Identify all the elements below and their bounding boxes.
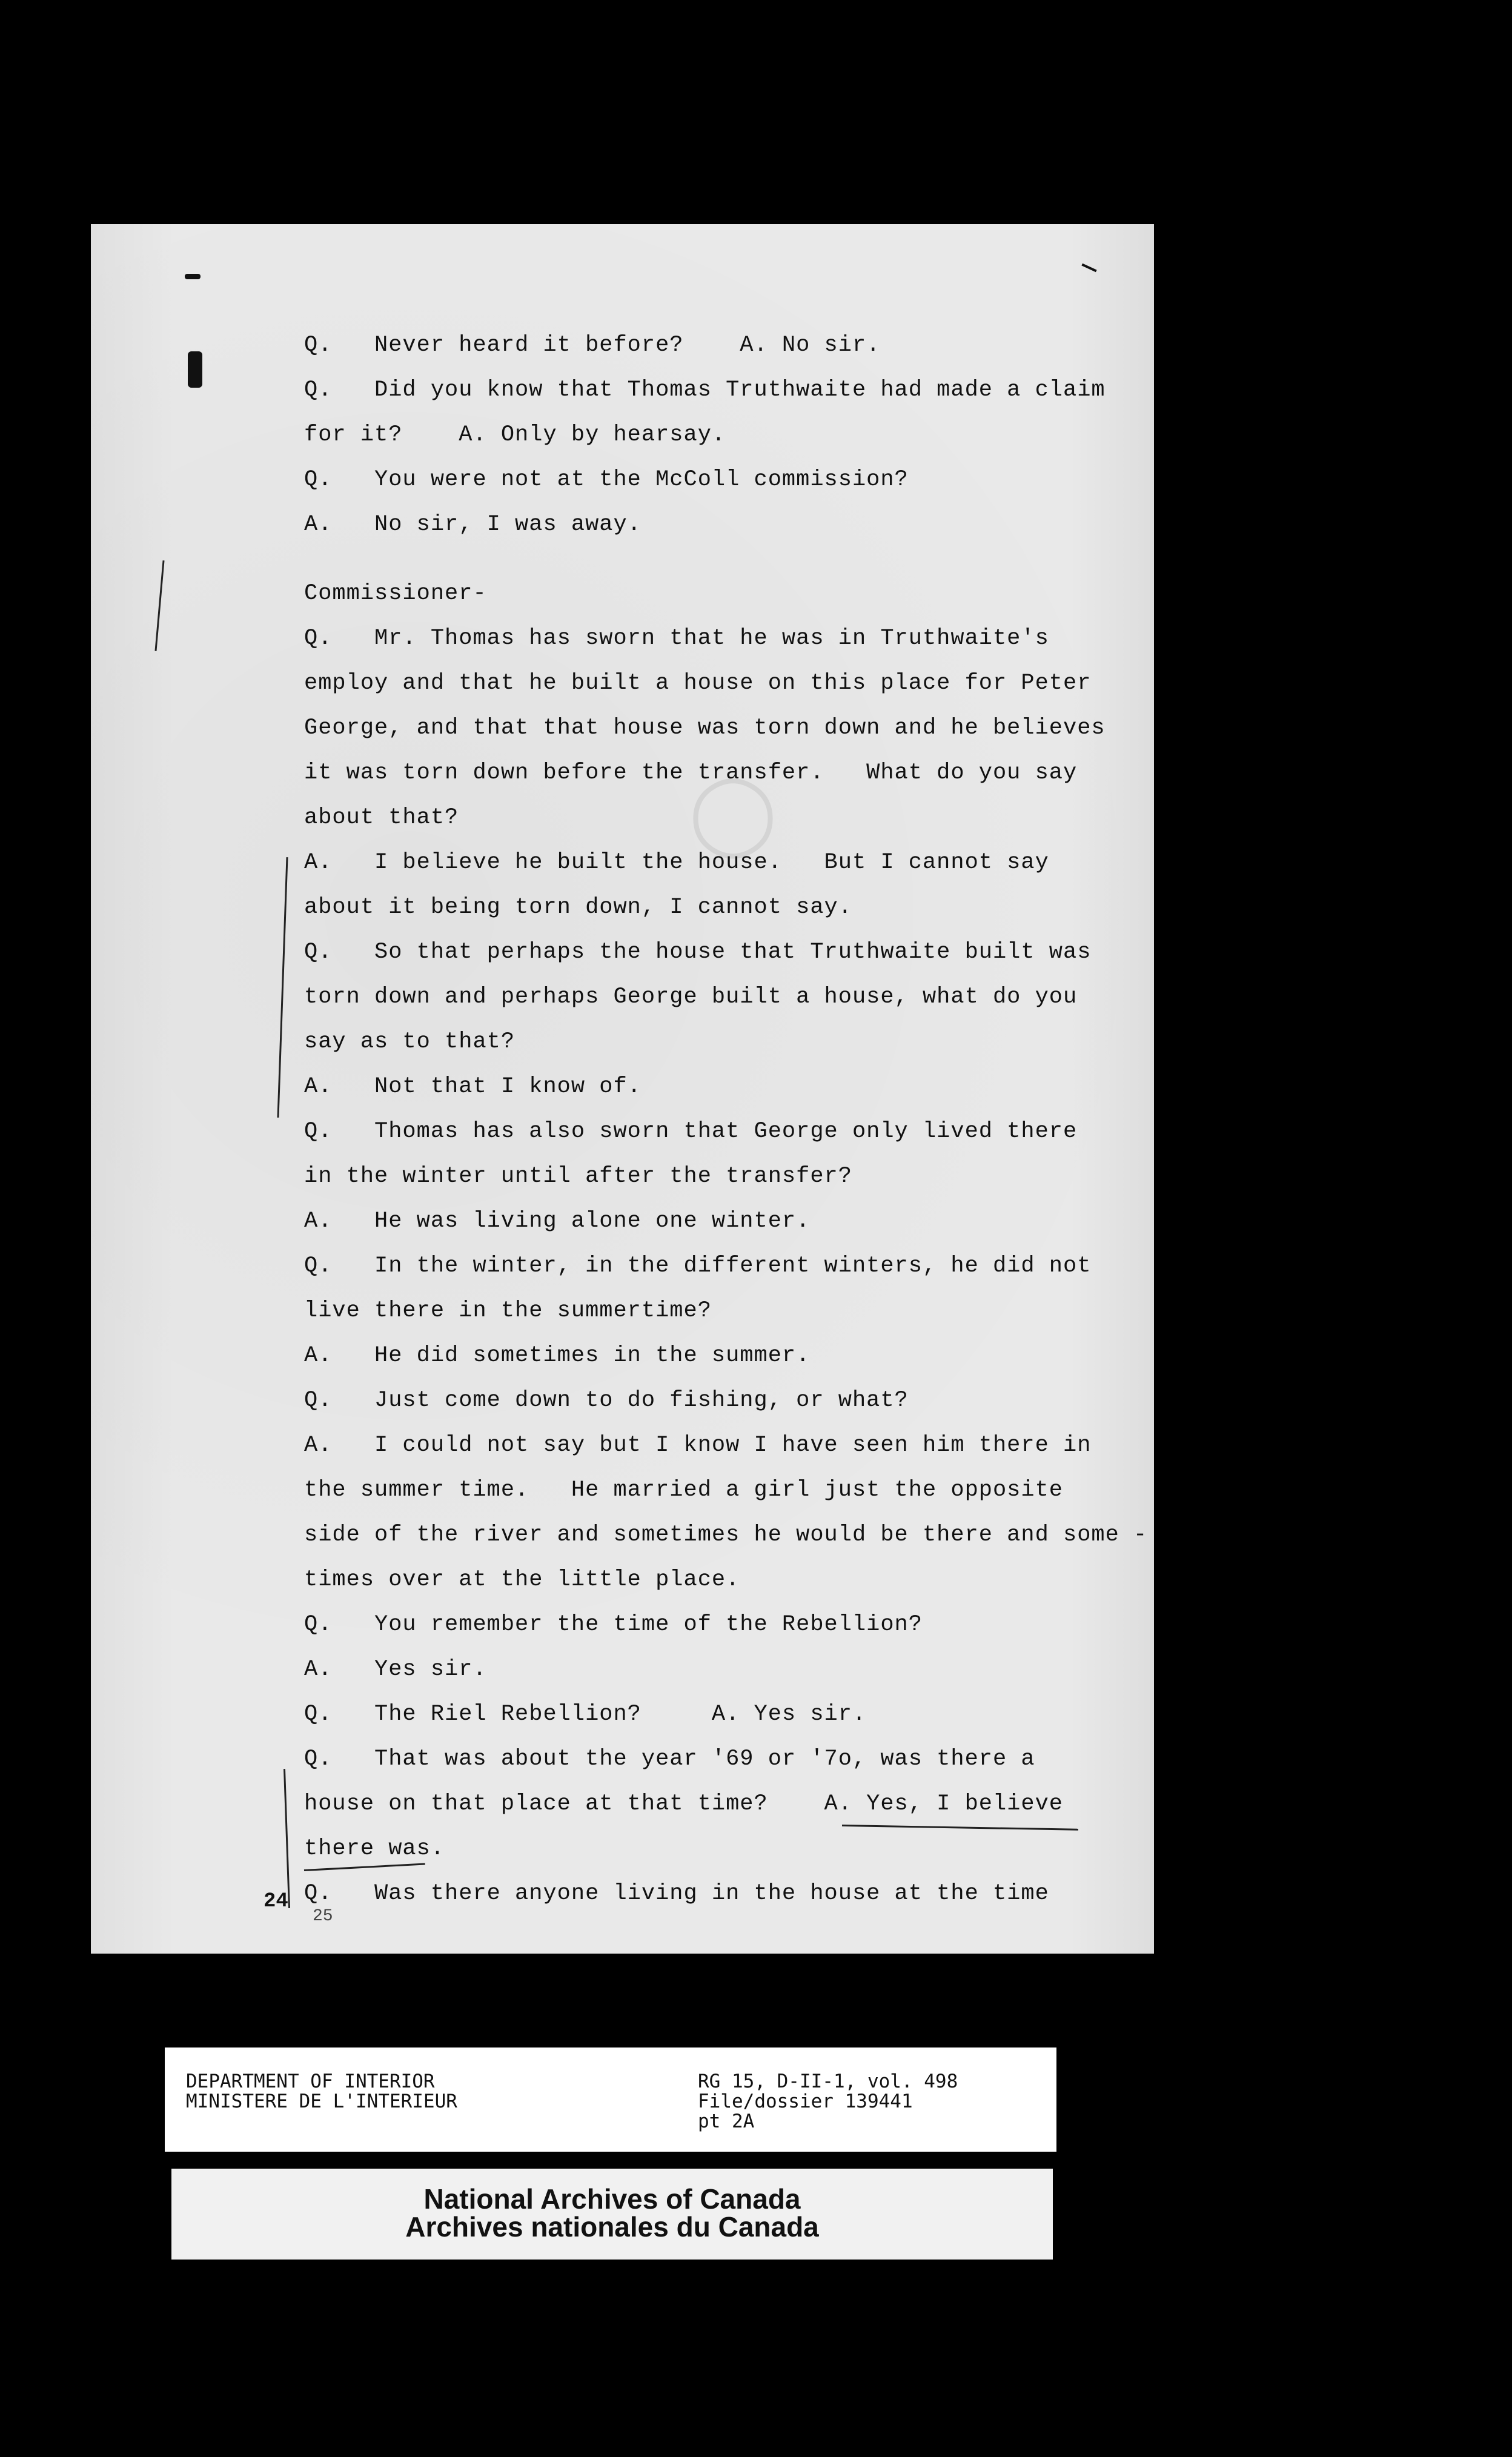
text-line: Q. Did you know that Thomas Truthwaite had made a claim: [304, 377, 1106, 403]
text-line: Q. Just come down to do fishing, or what?: [304, 1388, 909, 1413]
text-line: Q. You were not at the McColl commission?: [304, 467, 909, 492]
punch-mark-top: [185, 274, 201, 279]
text-line: for it? A. Only by hearsay.: [304, 422, 726, 448]
text-line: Commissioner-: [304, 581, 487, 606]
reference-line-1: RG 15, D-II-1, vol. 498: [698, 2071, 958, 2092]
archives-banner: [171, 2169, 1053, 2260]
text-line: Q. So that perhaps the house that Truthwaite built was: [304, 940, 1092, 965]
corner-tick: [1081, 264, 1096, 273]
margin-mark-left-2: [277, 857, 288, 1118]
text-line: Q. In the winter, in the different winters, he did not: [304, 1253, 1092, 1279]
page-number: 24: [264, 1890, 288, 1913]
reference-line-2: File/dossier 139441: [698, 2091, 913, 2112]
text-line: there was.: [304, 1836, 445, 1862]
text-line: A. He was living alone one winter.: [304, 1209, 811, 1234]
margin-mark-left-1: [154, 560, 164, 651]
text-line: A. I could not say but I know I have seen him there in: [304, 1433, 1092, 1458]
archives-name-fr: Archives nationales du Canada: [405, 2211, 819, 2243]
text-line: Q. Was there anyone living in the house at the time: [304, 1881, 1049, 1906]
text-line: times over at the little place.: [304, 1567, 740, 1593]
reference-numbers: [698, 2072, 958, 2132]
text-line: George, and that that house was torn down and he believes: [304, 715, 1106, 741]
text-line: say as to that?: [304, 1029, 516, 1055]
text-line: the summer time. He married a girl just the opposite: [304, 1477, 1063, 1503]
text-line: torn down and perhaps George built a house, what do you: [304, 984, 1078, 1010]
text-line: it was torn down before the transfer. What do you say: [304, 760, 1078, 786]
text-line: Q. Mr. Thomas has sworn that he was in Truthwaite's: [304, 626, 1049, 651]
text-line: A. No sir, I was away.: [304, 512, 642, 537]
document-page: [91, 224, 1154, 1954]
department-en: DEPARTMENT OF INTERIOR: [186, 2071, 435, 2092]
handwritten-underline-2: [304, 1863, 425, 1871]
archive-reference-label: [165, 2047, 1056, 2152]
department-fr: MINISTERE DE L'INTERIEUR: [186, 2091, 457, 2112]
faint-stamp-impression: ◯: [689, 766, 777, 858]
text-line: about that?: [304, 805, 459, 831]
margin-mark-left-3: [284, 1769, 290, 1908]
archives-name-en: National Archives of Canada: [423, 2183, 801, 2215]
text-line: A. Yes sir.: [304, 1657, 487, 1682]
text-line: about it being torn down, I cannot say.: [304, 895, 852, 920]
text-line: Q. Never heard it before? A. No sir.: [304, 333, 881, 358]
text-line: live there in the summertime?: [304, 1298, 712, 1324]
text-line: Q. That was about the year '69 or '7o, was there a: [304, 1746, 1035, 1772]
text-line: A. I believe he built the house. But I cannot say: [304, 850, 1049, 875]
punch-mark-hole: [188, 351, 202, 388]
text-line: side of the river and sometimes he would be there and some -: [304, 1522, 1148, 1548]
text-line: Q. You remember the time of the Rebellion?: [304, 1612, 923, 1637]
text-line: A. Not that I know of.: [304, 1074, 642, 1099]
reference-line-3: pt 2A: [698, 2110, 755, 2132]
text-line: Q. The Riel Rebellion? A. Yes sir.: [304, 1702, 867, 1727]
page-number-alt: 25: [313, 1907, 333, 1926]
text-line: A. He did sometimes in the summer.: [304, 1343, 811, 1368]
text-line: house on that place at that time? A. Yes, I believe: [304, 1791, 1063, 1817]
text-line: Q. Thomas has also sworn that George only lived there: [304, 1119, 1078, 1144]
text-line: employ and that he built a house on this place for Peter: [304, 671, 1092, 696]
text-line: in the winter until after the transfer?: [304, 1164, 852, 1189]
handwritten-underline-1: [842, 1825, 1078, 1831]
department-names: [186, 2072, 457, 2112]
